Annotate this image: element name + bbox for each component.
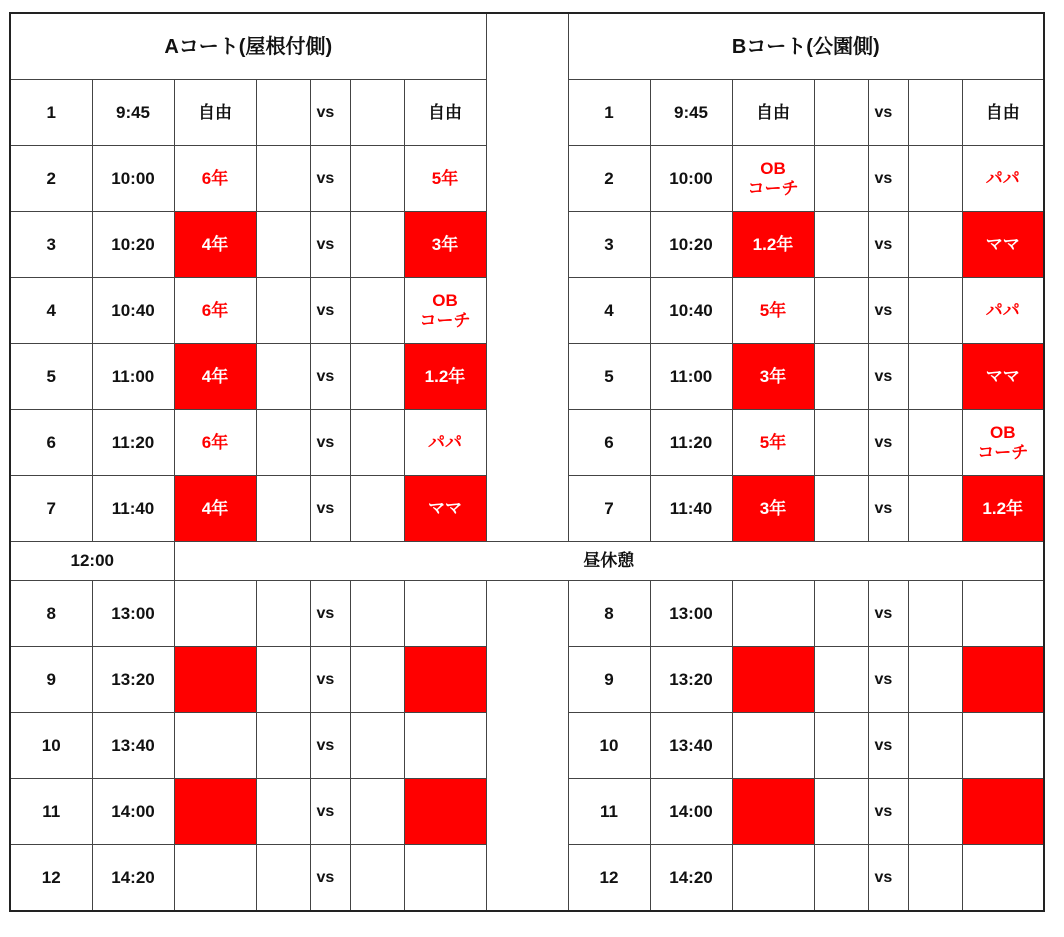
spacer-cell (814, 845, 868, 912)
match-row (10, 344, 1044, 410)
match-time: 13:40 (92, 713, 174, 779)
team-right: 1.2年 (404, 344, 486, 410)
vs-label: vs (868, 476, 908, 542)
vs-label: vs (310, 80, 350, 146)
match-row (10, 647, 1044, 713)
team-right (962, 647, 1044, 713)
spacer-cell (256, 278, 310, 344)
team-left (174, 647, 256, 713)
team-left (732, 647, 814, 713)
column-gap (486, 80, 568, 146)
match-time: 13:20 (650, 647, 732, 713)
match-number: 6 (10, 410, 92, 476)
spacer-cell (908, 278, 962, 344)
spacer-cell (350, 344, 404, 410)
team-right: ママ (404, 476, 486, 542)
spacer-cell (814, 278, 868, 344)
team-right: パパ (404, 410, 486, 476)
match-time: 9:45 (92, 80, 174, 146)
match-row (10, 212, 1044, 278)
team-right: ママ (962, 212, 1044, 278)
spacer-cell (814, 779, 868, 845)
match-row (10, 146, 1044, 212)
spacer-cell (350, 581, 404, 647)
team-left: 自由 (732, 80, 814, 146)
column-gap (486, 278, 568, 344)
team-left: 4年 (174, 212, 256, 278)
team-right: パパ (962, 146, 1044, 212)
team-right: 自由 (404, 80, 486, 146)
team-right: OB コーチ (404, 278, 486, 344)
spacer-cell (814, 410, 868, 476)
team-left: 6年 (174, 410, 256, 476)
team-right: ママ (962, 344, 1044, 410)
spacer-cell (350, 713, 404, 779)
team-left (732, 581, 814, 647)
team-left: 1.2年 (732, 212, 814, 278)
match-number: 6 (568, 410, 650, 476)
match-time: 14:00 (92, 779, 174, 845)
team-left: 3年 (732, 476, 814, 542)
spacer-cell (256, 80, 310, 146)
team-left: 3年 (732, 344, 814, 410)
match-number: 1 (10, 80, 92, 146)
match-number: 11 (568, 779, 650, 845)
vs-label: vs (310, 647, 350, 713)
column-gap (486, 845, 568, 912)
match-time: 11:20 (92, 410, 174, 476)
court-a-title: Aコート(屋根付側) (10, 13, 486, 80)
spacer-cell (908, 581, 962, 647)
match-time: 14:20 (650, 845, 732, 912)
match-time: 13:20 (92, 647, 174, 713)
match-time: 11:20 (650, 410, 732, 476)
spacer-cell (350, 647, 404, 713)
lunch-row (10, 542, 1044, 581)
team-left: OB コーチ (732, 146, 814, 212)
match-number: 10 (10, 713, 92, 779)
team-right (962, 713, 1044, 779)
team-right (962, 779, 1044, 845)
team-right (404, 845, 486, 912)
match-time: 11:40 (92, 476, 174, 542)
team-right: 3年 (404, 212, 486, 278)
team-left: 5年 (732, 410, 814, 476)
vs-label: vs (310, 713, 350, 779)
team-left (732, 713, 814, 779)
match-row (10, 779, 1044, 845)
match-number: 2 (568, 146, 650, 212)
match-row (10, 845, 1044, 912)
team-right (962, 581, 1044, 647)
match-row (10, 80, 1044, 146)
match-number: 7 (10, 476, 92, 542)
match-time: 10:40 (650, 278, 732, 344)
spacer-cell (256, 344, 310, 410)
spacer-cell (350, 80, 404, 146)
header-row (10, 13, 1044, 80)
spacer-cell (814, 212, 868, 278)
spacer-cell (908, 212, 962, 278)
column-gap (486, 581, 568, 647)
match-number: 4 (10, 278, 92, 344)
match-time: 10:40 (92, 278, 174, 344)
spacer-cell (908, 647, 962, 713)
column-gap (486, 713, 568, 779)
match-number: 5 (568, 344, 650, 410)
spacer-cell (908, 713, 962, 779)
match-number: 7 (568, 476, 650, 542)
column-gap (486, 212, 568, 278)
column-gap (486, 344, 568, 410)
spacer-cell (256, 476, 310, 542)
spacer-cell (256, 713, 310, 779)
team-right (404, 581, 486, 647)
match-time: 11:40 (650, 476, 732, 542)
team-left (732, 779, 814, 845)
column-gap (486, 779, 568, 845)
team-right: 1.2年 (962, 476, 1044, 542)
schedule-table (9, 12, 1045, 912)
spacer-cell (908, 779, 962, 845)
spacer-cell (256, 647, 310, 713)
spacer-cell (256, 779, 310, 845)
team-left (732, 845, 814, 912)
match-time: 14:00 (650, 779, 732, 845)
spacer-cell (256, 212, 310, 278)
court-b-title: Bコート(公園側) (568, 13, 1044, 80)
match-row (10, 278, 1044, 344)
match-number: 9 (10, 647, 92, 713)
vs-label: vs (868, 80, 908, 146)
spacer-cell (350, 146, 404, 212)
spacer-cell (350, 212, 404, 278)
team-right (404, 713, 486, 779)
team-left: 自由 (174, 80, 256, 146)
vs-label: vs (310, 581, 350, 647)
match-number: 8 (568, 581, 650, 647)
team-left (174, 581, 256, 647)
team-right: 5年 (404, 146, 486, 212)
spacer-cell (814, 80, 868, 146)
team-right: パパ (962, 278, 1044, 344)
match-number: 3 (10, 212, 92, 278)
match-row (10, 476, 1044, 542)
spacer-cell (908, 845, 962, 912)
team-right: OB コーチ (962, 410, 1044, 476)
match-time: 10:00 (650, 146, 732, 212)
team-left (174, 713, 256, 779)
vs-label: vs (310, 779, 350, 845)
spacer-cell (814, 581, 868, 647)
spacer-cell (256, 146, 310, 212)
match-time: 11:00 (650, 344, 732, 410)
spacer-cell (908, 476, 962, 542)
match-number: 8 (10, 581, 92, 647)
vs-label: vs (868, 845, 908, 912)
team-right (404, 779, 486, 845)
vs-label: vs (868, 713, 908, 779)
team-left (174, 845, 256, 912)
vs-label: vs (310, 476, 350, 542)
column-gap (486, 146, 568, 212)
match-number: 4 (568, 278, 650, 344)
match-time: 10:00 (92, 146, 174, 212)
spacer-cell (908, 146, 962, 212)
match-number: 12 (568, 845, 650, 912)
match-number: 12 (10, 845, 92, 912)
vs-label: vs (310, 146, 350, 212)
match-time: 13:40 (650, 713, 732, 779)
team-left: 4年 (174, 476, 256, 542)
spacer-cell (350, 779, 404, 845)
spacer-cell (814, 476, 868, 542)
spacer-cell (350, 410, 404, 476)
match-number: 1 (568, 80, 650, 146)
spacer-cell (814, 647, 868, 713)
match-time: 9:45 (650, 80, 732, 146)
match-time: 11:00 (92, 344, 174, 410)
match-number: 5 (10, 344, 92, 410)
match-number: 11 (10, 779, 92, 845)
match-time: 10:20 (92, 212, 174, 278)
team-right: 自由 (962, 80, 1044, 146)
spacer-cell (814, 344, 868, 410)
match-row (10, 581, 1044, 647)
vs-label: vs (310, 410, 350, 476)
match-number: 2 (10, 146, 92, 212)
match-number: 10 (568, 713, 650, 779)
vs-label: vs (868, 647, 908, 713)
vs-label: vs (310, 212, 350, 278)
lunch-label: 昼休憩 (174, 542, 1044, 581)
spacer-cell (814, 146, 868, 212)
team-left: 6年 (174, 278, 256, 344)
team-left: 6年 (174, 146, 256, 212)
spacer-cell (814, 713, 868, 779)
team-right (404, 647, 486, 713)
column-gap (486, 13, 568, 80)
spacer-cell (908, 344, 962, 410)
spacer-cell (908, 410, 962, 476)
spacer-cell (350, 845, 404, 912)
match-number: 3 (568, 212, 650, 278)
match-number: 9 (568, 647, 650, 713)
team-left: 4年 (174, 344, 256, 410)
column-gap (486, 476, 568, 542)
spacer-cell (350, 476, 404, 542)
spacer-cell (256, 845, 310, 912)
column-gap (486, 647, 568, 713)
vs-label: vs (868, 581, 908, 647)
team-left (174, 779, 256, 845)
vs-label: vs (868, 344, 908, 410)
vs-label: vs (310, 845, 350, 912)
match-time: 14:20 (92, 845, 174, 912)
team-right (962, 845, 1044, 912)
spacer-cell (256, 410, 310, 476)
team-left: 5年 (732, 278, 814, 344)
match-time: 13:00 (650, 581, 732, 647)
spacer-cell (350, 278, 404, 344)
vs-label: vs (868, 212, 908, 278)
match-time: 10:20 (650, 212, 732, 278)
vs-label: vs (868, 146, 908, 212)
vs-label: vs (868, 779, 908, 845)
match-time: 13:00 (92, 581, 174, 647)
lunch-time: 12:00 (10, 542, 174, 581)
spacer-cell (908, 80, 962, 146)
spacer-cell (256, 581, 310, 647)
match-row (10, 713, 1044, 779)
vs-label: vs (310, 344, 350, 410)
vs-label: vs (868, 410, 908, 476)
vs-label: vs (310, 278, 350, 344)
vs-label: vs (868, 278, 908, 344)
column-gap (486, 410, 568, 476)
match-row (10, 410, 1044, 476)
